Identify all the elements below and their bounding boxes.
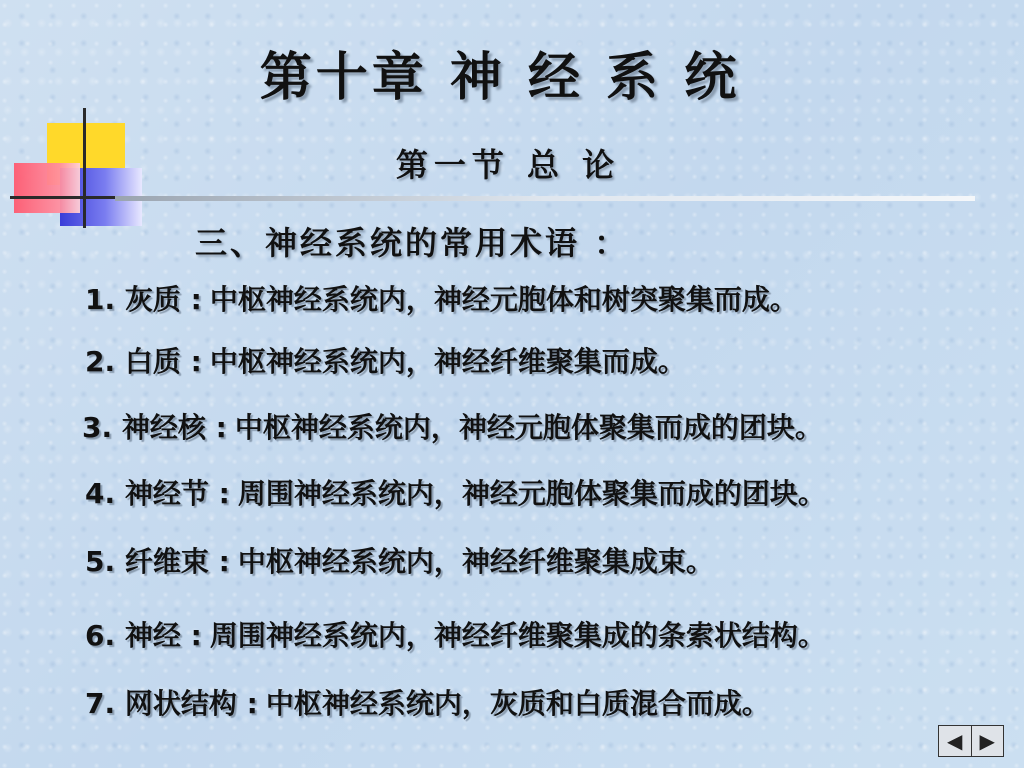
term-definition: 中枢神经系统内，神经元胞体和树突聚集而成。 [209,283,798,316]
term-label: 4. 神经节 : [85,477,230,510]
term-label: 6. 神经 : [85,619,202,652]
term-item [85,278,798,318]
term-label: 1. 灰质 : [85,283,202,316]
term-definition: 周围神经系统内，神经元胞体聚集而成的团块。 [237,477,826,510]
term-label: 7. 网状结构 : [85,687,258,720]
section-subtitle: 第一节 总 论 [395,146,621,184]
term-item [85,472,826,512]
term-label: 2. 白质 : [85,345,202,378]
term-definition: 中枢神经系统内，神经元胞体聚集而成的团块。 [234,411,823,444]
term-label: 5. 纤维束 : [85,545,230,578]
slide-title: 第十章 神 经 系 统 [259,48,741,108]
next-slide-button[interactable] [972,726,1004,756]
terms-heading: 三、神经系统的常用术语 ： [195,224,630,262]
triangle-left-icon: ◀ [947,729,963,753]
term-definition: 中枢神经系统内，神经纤维聚集而成。 [209,345,686,378]
term-definition: 中枢神经系统内，灰质和白质混合而成。 [265,687,770,720]
term-item [82,406,823,446]
triangle-right-icon: ▶ [979,729,995,753]
term-definition: 中枢神经系统内，神经纤维聚集成束。 [237,545,714,578]
slide-navigation [938,725,1004,757]
horizontal-line [10,196,120,199]
term-item [85,340,686,380]
term-item [85,614,826,654]
divider-rule [115,196,975,201]
term-item [85,540,714,580]
term-definition: 周围神经系统内，神经纤维聚集成的条索状结构。 [209,619,826,652]
term-label: 3. 神经核 : [82,411,227,444]
previous-slide-button[interactable] [939,726,972,756]
term-item [85,682,770,722]
